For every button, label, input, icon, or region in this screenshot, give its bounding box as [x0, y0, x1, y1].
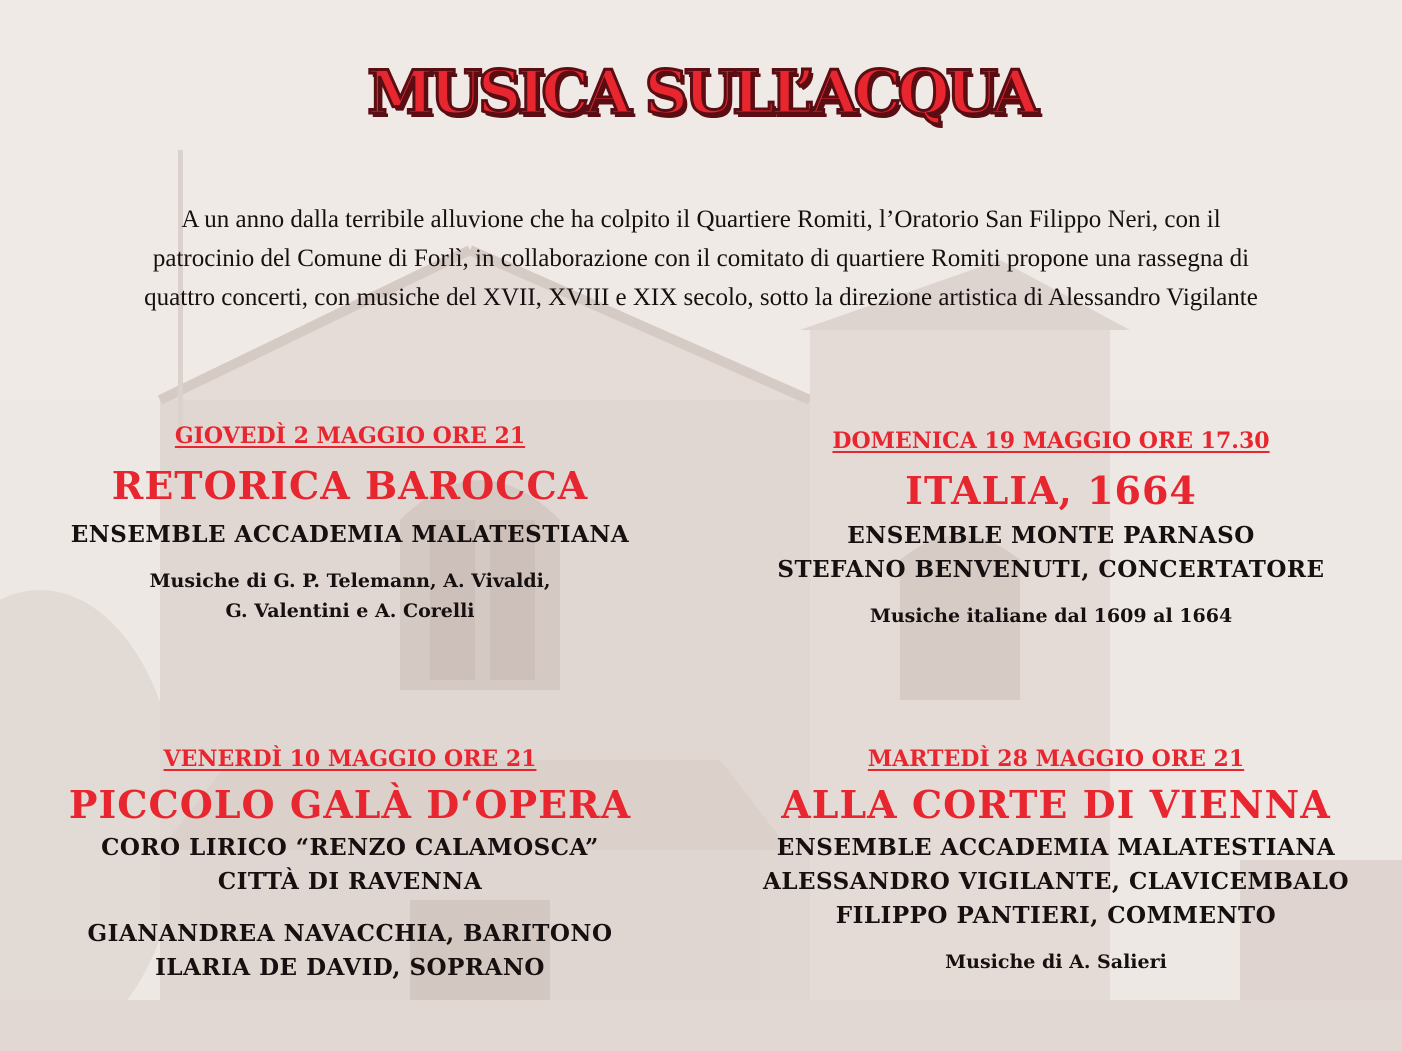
- event-date: GIOVEDÌ 2 MAGGIO ORE 21: [174, 423, 526, 449]
- event-title: PICCOLO GALÀ D‘OPERA: [68, 782, 632, 827]
- event-performer: FILIPPO PANTIERI, COMMENTO: [835, 902, 1277, 929]
- event-retorica-barocca: [20, 423, 680, 626]
- event-date: MARTEDÌ 28 MAGGIO ORE 21: [867, 746, 1245, 772]
- event-performer: ENSEMBLE ACCADEMIA MALATESTIANA: [70, 521, 630, 548]
- event-performer: CITTÀ DI RAVENNA: [217, 868, 483, 895]
- event-italia-1664: [720, 428, 1382, 631]
- event-soloist: ILARIA DE DAVID, SOPRANO: [155, 954, 545, 981]
- event-program: Musiche di A. Salieri: [945, 951, 1167, 973]
- intro-line: A un anno dalla terribile alluvione che ha colpito il Quartiere Romiti, l’Oratorio San Filippo Neri, con il: [181, 206, 1221, 233]
- event-alla-corte-di-vienna: [720, 746, 1392, 977]
- event-performer: ENSEMBLE ACCADEMIA MALATESTIANA: [776, 834, 1336, 861]
- event-piccolo-gala-opera: [20, 746, 680, 985]
- intro-line: patrocinio del Comune di Forlì, in collaborazione con il comitato di quartiere Romiti propone una rassegna di: [152, 245, 1250, 272]
- event-title: ITALIA, 1664: [905, 468, 1197, 513]
- event-title: RETORICA BAROCCA: [111, 463, 589, 508]
- event-soloist: GIANANDREA NAVACCHIA, BARITONO: [87, 920, 613, 947]
- event-performer: STEFANO BENVENUTI, CONCERTATORE: [777, 556, 1325, 583]
- intro-line: quattro concerti, con musiche del XVII, XVIII e XIX secolo, sotto la direzione artistica di Alessandro Vigilante: [144, 284, 1258, 311]
- event-performer: CORO LIRICO “RENZO CALAMOSCA”: [101, 834, 599, 861]
- event-date: DOMENICA 19 MAGGIO ORE 17.30: [832, 428, 1270, 454]
- event-title: ALLA CORTE DI VIENNA: [781, 782, 1331, 827]
- event-program: Musiche italiane dal 1609 al 1664: [869, 605, 1233, 627]
- poster-title: MUSICA SULL’ACQUA: [367, 58, 1035, 128]
- event-program: Musiche di G. P. Telemann, A. Vivaldi,: [149, 570, 551, 592]
- event-performer: ALESSANDRO VIGILANTE, CLAVICEMBALO: [763, 868, 1349, 895]
- event-performer: ENSEMBLE MONTE PARNASO: [847, 522, 1255, 549]
- event-date: VENERDÌ 10 MAGGIO ORE 21: [163, 746, 537, 772]
- event-program: G. Valentini e A. Corelli: [225, 600, 475, 622]
- intro-paragraph: [20, 200, 1382, 317]
